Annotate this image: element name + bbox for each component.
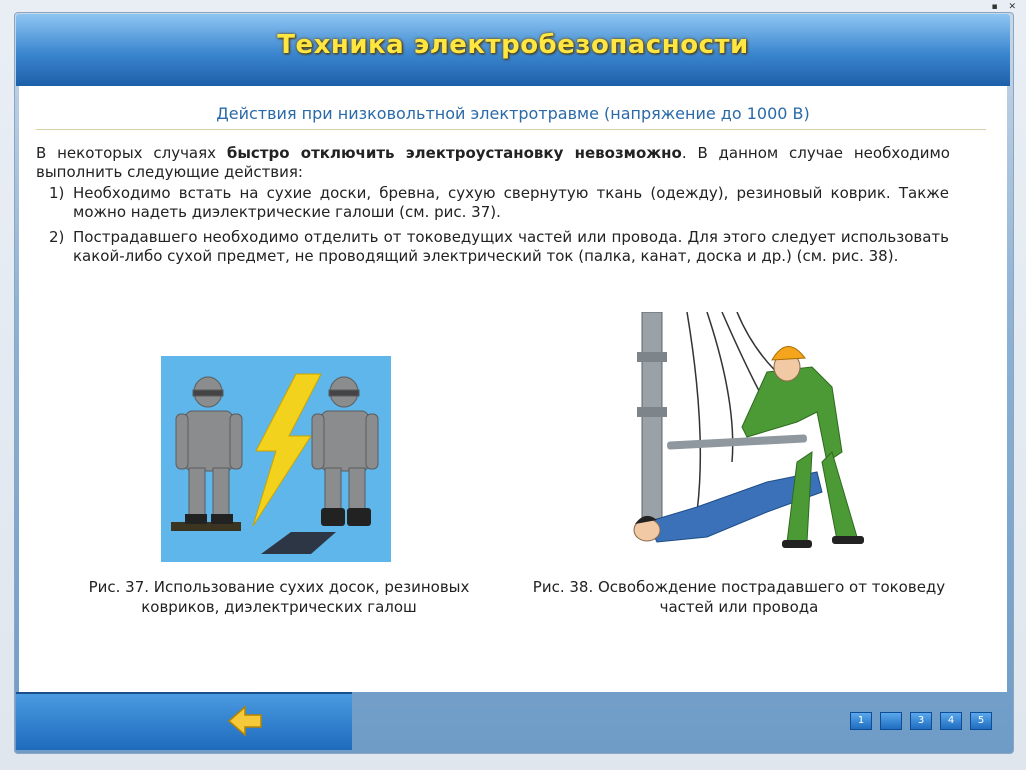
- page-button-4[interactable]: 4: [940, 712, 962, 730]
- footer-bar: [16, 692, 352, 750]
- content-panel: [19, 86, 1007, 692]
- header-bar: [16, 14, 1010, 86]
- intro-bold-text: быстро отключить электроустановку невозможно: [226, 144, 682, 162]
- arrow-left-icon: [227, 703, 263, 739]
- intro-paragraph: [36, 144, 950, 182]
- window-controls[interactable]: ▪ ✕: [991, 2, 1020, 12]
- page-button-3[interactable]: 3: [910, 712, 932, 730]
- page-button-2[interactable]: [880, 712, 902, 730]
- list-item: [49, 228, 949, 266]
- intro-text-end: . В данном случае необходимо выполнить следующие действия:: [36, 144, 950, 181]
- list-number: 2): [49, 228, 65, 246]
- intro-text-start: В некоторых случаях: [36, 144, 227, 162]
- page-button-5[interactable]: 5: [970, 712, 992, 730]
- back-button[interactable]: [227, 703, 263, 739]
- app-title: Техника электробезопасности: [277, 30, 749, 60]
- list-text: Необходимо встать на сухие доски, бревна, сухую свернутую ткань (одежду), резиновый коврик. Также можно надеть диэлектрические галоши (см. рис. 37).: [73, 184, 949, 221]
- figure-38-image: [627, 312, 875, 566]
- section-title: Действия при низковольтной электротравме (напряжение до 1000 В): [216, 104, 810, 123]
- divider: [36, 129, 986, 130]
- figure-37-image: [161, 356, 391, 562]
- list-text: Пострадавшего необходимо отделить от токоведущих частей или провода. Для этого следует использовать какой-либо сухой предмет, не проводящий электрический ток (палка, канат, доска и др.) (см. рис. 38).: [73, 228, 949, 265]
- page-button-1[interactable]: 1: [850, 712, 872, 730]
- figure-37-caption: Рис. 37. Использование сухих досок, резиновых ковриков, диэлектрических галош: [88, 578, 470, 616]
- list-item: [49, 184, 949, 222]
- pagination: [850, 712, 992, 730]
- list-number: 1): [49, 184, 65, 202]
- figure-38-caption: Рис. 38. Освобождение пострадавшего от токоведу частей или провода: [532, 578, 946, 616]
